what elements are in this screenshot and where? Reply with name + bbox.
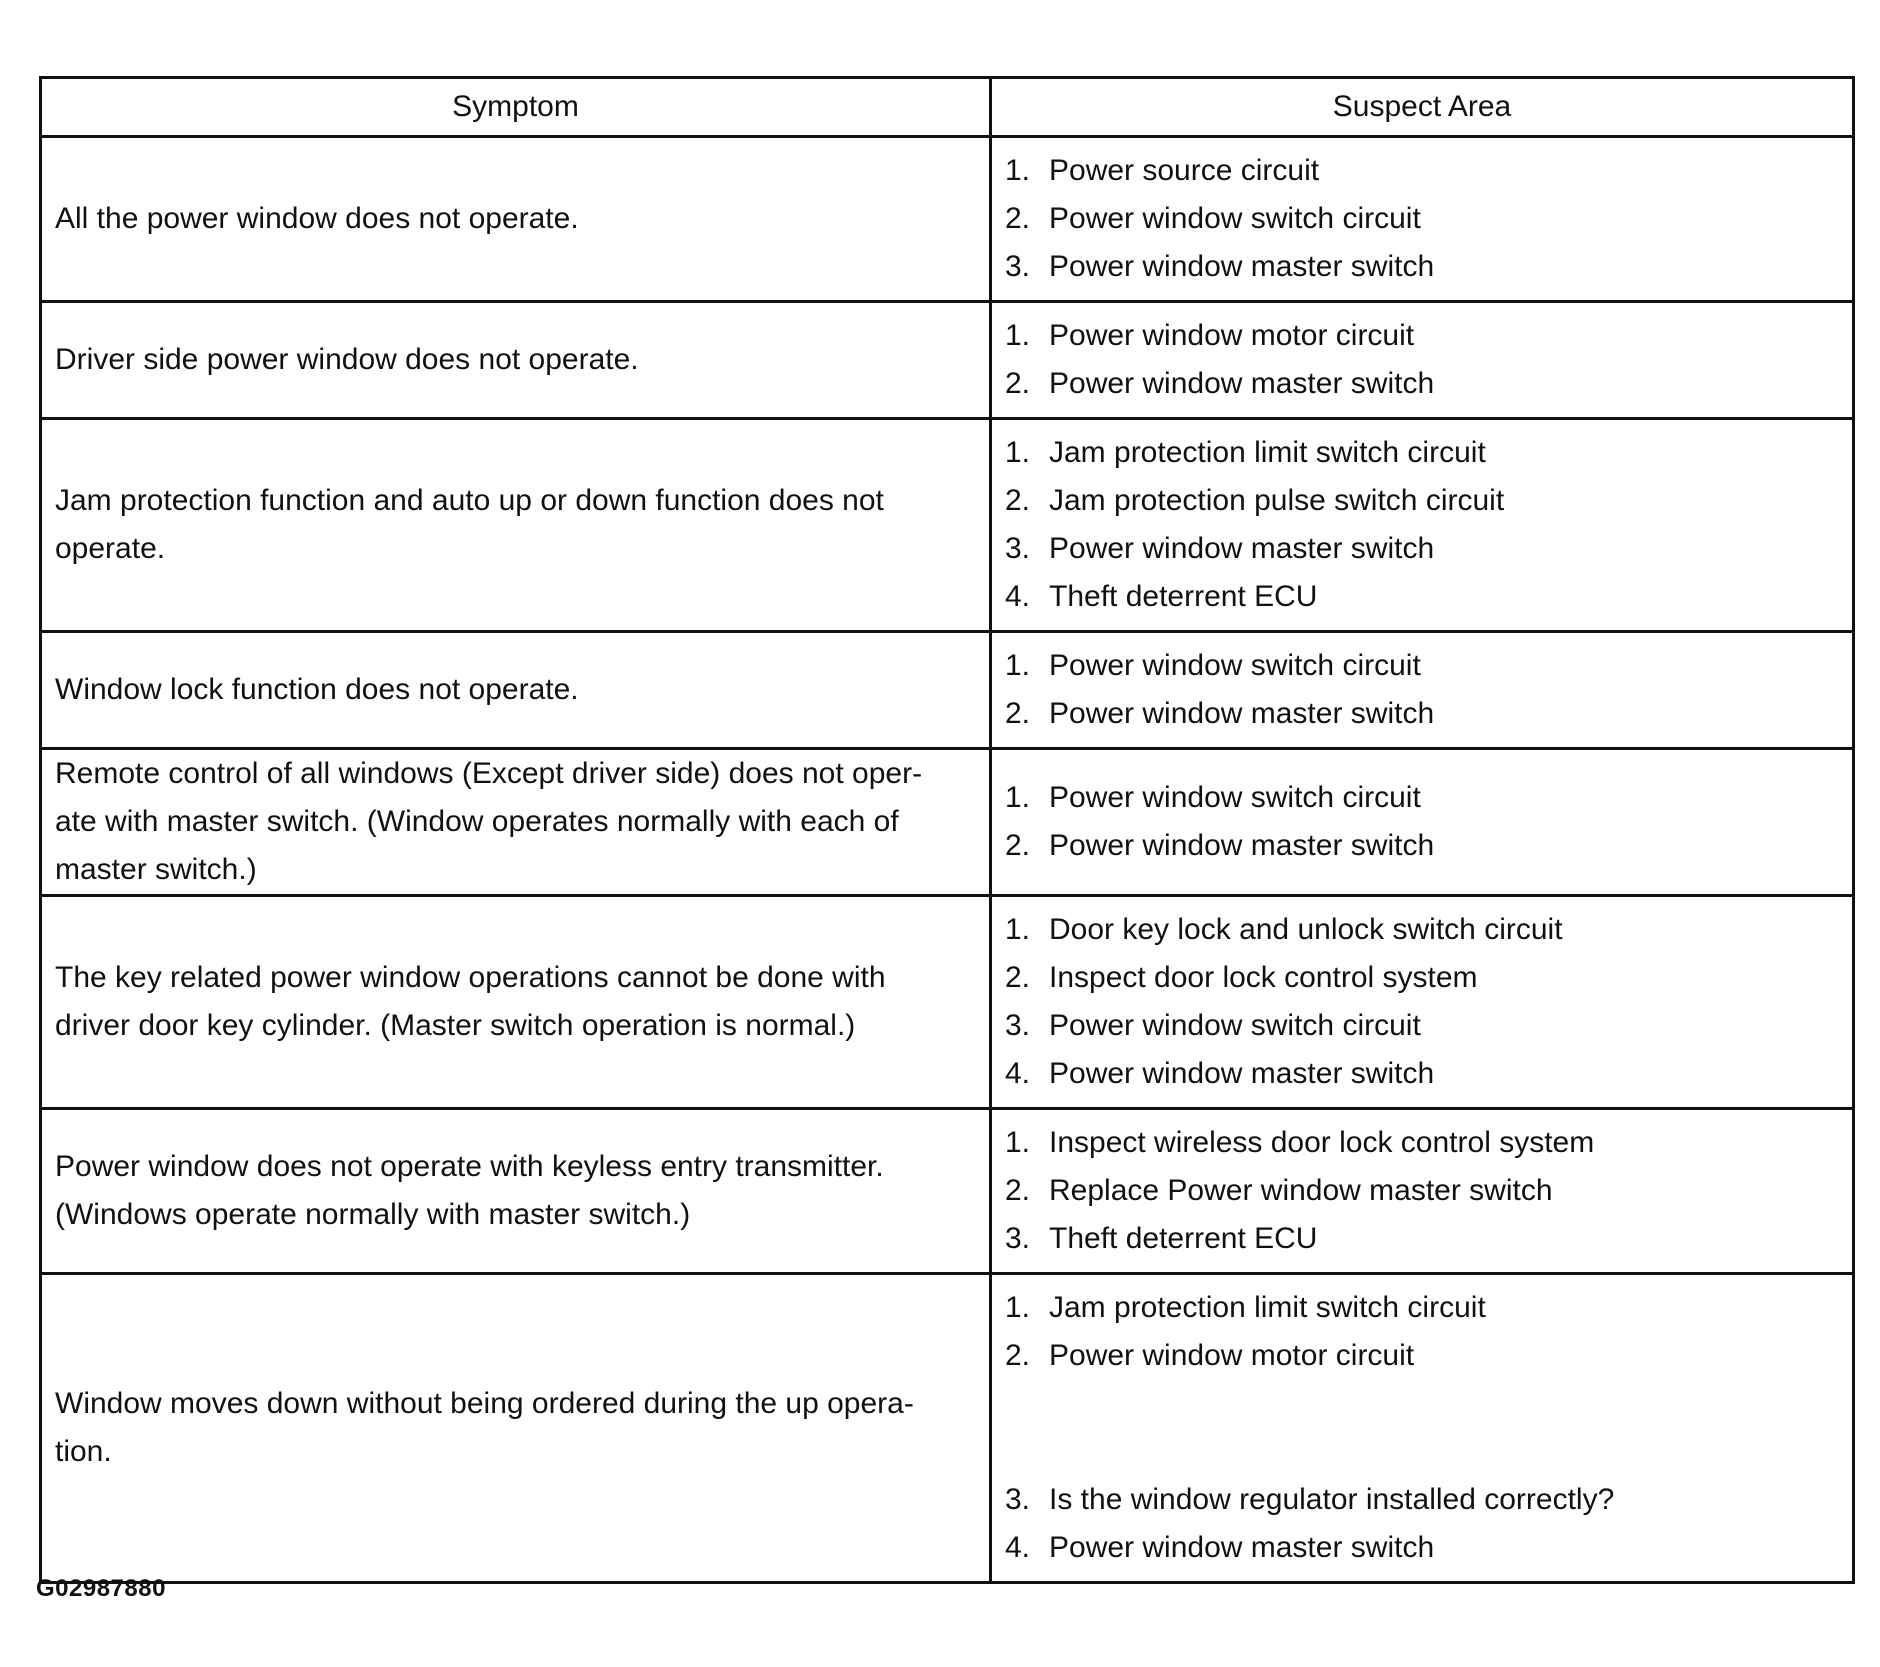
item-number: 3. xyxy=(1005,1009,1031,1042)
item-number: 2. xyxy=(1005,202,1031,235)
symptom-cell: All the power window does not operate. xyxy=(41,137,991,302)
suspect-area-cell xyxy=(991,1274,1854,1583)
symptom-cell: Driver side power window does not operate. xyxy=(41,302,991,419)
item-text: Power source circuit xyxy=(1049,154,1320,187)
suspect-item xyxy=(1005,1524,1842,1572)
item-number: 2. xyxy=(1005,367,1031,400)
item-text: Theft deterrent ECU xyxy=(1049,1222,1318,1255)
item-text: Inspect door lock control system xyxy=(1049,961,1478,994)
item-number: 3. xyxy=(1005,1483,1031,1516)
item-number: 3. xyxy=(1005,250,1031,283)
item-number: 4. xyxy=(1005,1531,1031,1564)
item-text: Power window master switch xyxy=(1049,367,1435,400)
table-row xyxy=(41,749,1854,896)
suspect-item xyxy=(1005,1002,1842,1050)
item-text: Power window master switch xyxy=(1049,1057,1435,1090)
suspect-list xyxy=(1005,906,1842,1098)
item-text: Jam protection limit switch circuit xyxy=(1049,436,1486,469)
symptom-cell: Window moves down without being ordered during the up opera-tion. xyxy=(41,1274,991,1583)
suspect-item xyxy=(1005,195,1842,243)
item-number: 2. xyxy=(1005,829,1031,862)
item-number: 1. xyxy=(1005,319,1031,352)
item-number: 1. xyxy=(1005,781,1031,814)
symptom-table xyxy=(39,76,1855,1584)
item-number: 2. xyxy=(1005,1339,1031,1372)
item-number: 3. xyxy=(1005,532,1031,565)
suspect-item xyxy=(1005,1215,1842,1263)
suspect-item xyxy=(1005,1284,1842,1332)
suspect-area-cell xyxy=(991,419,1854,632)
table-row xyxy=(41,896,1854,1109)
suspect-item xyxy=(1005,477,1842,525)
suspect-item xyxy=(1005,774,1842,822)
item-number: 1. xyxy=(1005,1291,1031,1324)
item-number: 4. xyxy=(1005,1057,1031,1090)
suspect-area-cell xyxy=(991,302,1854,419)
item-number: 1. xyxy=(1005,154,1031,187)
item-number: 2. xyxy=(1005,484,1031,517)
symptom-cell: Jam protection function and auto up or down function does not operate. xyxy=(41,419,991,632)
suspect-item xyxy=(1005,429,1842,477)
table-header-row xyxy=(41,78,1854,137)
suspect-item xyxy=(1005,573,1842,621)
item-number: 2. xyxy=(1005,1174,1031,1207)
suspect-item xyxy=(1005,642,1842,690)
item-text: Power window master switch xyxy=(1049,1531,1435,1564)
item-number: 4. xyxy=(1005,580,1031,613)
symptom-cell: Power window does not operate with keyless entry transmitter. (Windows operate normally with master switch.) xyxy=(41,1109,991,1274)
item-text: Power window switch circuit xyxy=(1049,649,1421,682)
suspect-item xyxy=(1005,1332,1842,1380)
suspect-area-cell xyxy=(991,749,1854,896)
suspect-area-cell xyxy=(991,896,1854,1109)
item-number: 1. xyxy=(1005,436,1031,469)
table-row xyxy=(41,632,1854,749)
header-suspect-area: Suspect Area xyxy=(991,78,1854,137)
item-text: Jam protection pulse switch circuit xyxy=(1049,484,1505,517)
suspect-item xyxy=(1005,147,1842,195)
suspect-item xyxy=(1005,690,1842,738)
figure-id: G02987880 xyxy=(36,1575,166,1602)
suspect-area-cell xyxy=(991,1109,1854,1274)
item-text: Inspect wireless door lock control system xyxy=(1049,1126,1595,1159)
item-number: 3. xyxy=(1005,1222,1031,1255)
suspect-area-cell xyxy=(991,137,1854,302)
suspect-item xyxy=(1005,822,1842,870)
suspect-list xyxy=(1005,312,1842,408)
item-text: Door key lock and unlock switch circuit xyxy=(1049,913,1563,946)
item-number: 2. xyxy=(1005,697,1031,730)
table-row xyxy=(41,1109,1854,1274)
item-number: 1. xyxy=(1005,1126,1031,1159)
table-row xyxy=(41,137,1854,302)
suspect-item xyxy=(1005,1119,1842,1167)
item-text: Power window switch circuit xyxy=(1049,1009,1421,1042)
symptom-cell: Window lock function does not operate. xyxy=(41,632,991,749)
suspect-item xyxy=(1005,360,1842,408)
suspect-item xyxy=(1005,243,1842,291)
symptom-cell: The key related power window operations cannot be done with driver door key cylinder. (Master switch operation is normal.) xyxy=(41,896,991,1109)
suspect-item xyxy=(1005,525,1842,573)
item-text: Power window motor circuit xyxy=(1049,319,1415,352)
table-row xyxy=(41,419,1854,632)
suspect-list xyxy=(1005,774,1842,870)
item-text: Power window switch circuit xyxy=(1049,202,1421,235)
item-text: Power window switch circuit xyxy=(1049,781,1421,814)
suspect-item xyxy=(1005,1167,1842,1215)
item-text: Power window master switch xyxy=(1049,250,1435,283)
suspect-list xyxy=(1005,429,1842,621)
item-text: Replace Power window master switch xyxy=(1049,1174,1553,1207)
suspect-area-cell xyxy=(991,632,1854,749)
suspect-item xyxy=(1005,312,1842,360)
suspect-item xyxy=(1005,1476,1842,1524)
item-text: Jam protection limit switch circuit xyxy=(1049,1291,1486,1324)
item-text: Power window motor circuit xyxy=(1049,1339,1415,1372)
item-number: 2. xyxy=(1005,961,1031,994)
item-number: 1. xyxy=(1005,649,1031,682)
header-symptom: Symptom xyxy=(41,78,991,137)
symptom-cell: Remote control of all windows (Except driver side) does not oper-ate with master switch. (Window operates normally with each of master switch.) xyxy=(41,749,991,896)
table-row xyxy=(41,1274,1854,1583)
item-text: Power window master switch xyxy=(1049,532,1435,565)
item-text: Power window master switch xyxy=(1049,829,1435,862)
suspect-item xyxy=(1005,954,1842,1002)
table-row xyxy=(41,302,1854,419)
suspect-list xyxy=(1005,147,1842,291)
suspect-item xyxy=(1005,906,1842,954)
suspect-list xyxy=(1005,1119,1842,1263)
item-text: Is the window regulator installed correctly? xyxy=(1049,1483,1615,1516)
item-text: Power window master switch xyxy=(1049,697,1435,730)
suspect-item xyxy=(1005,1050,1842,1098)
suspect-list xyxy=(1005,642,1842,738)
item-text: Theft deterrent ECU xyxy=(1049,580,1318,613)
item-number: 1. xyxy=(1005,913,1031,946)
suspect-list xyxy=(1005,1284,1842,1572)
